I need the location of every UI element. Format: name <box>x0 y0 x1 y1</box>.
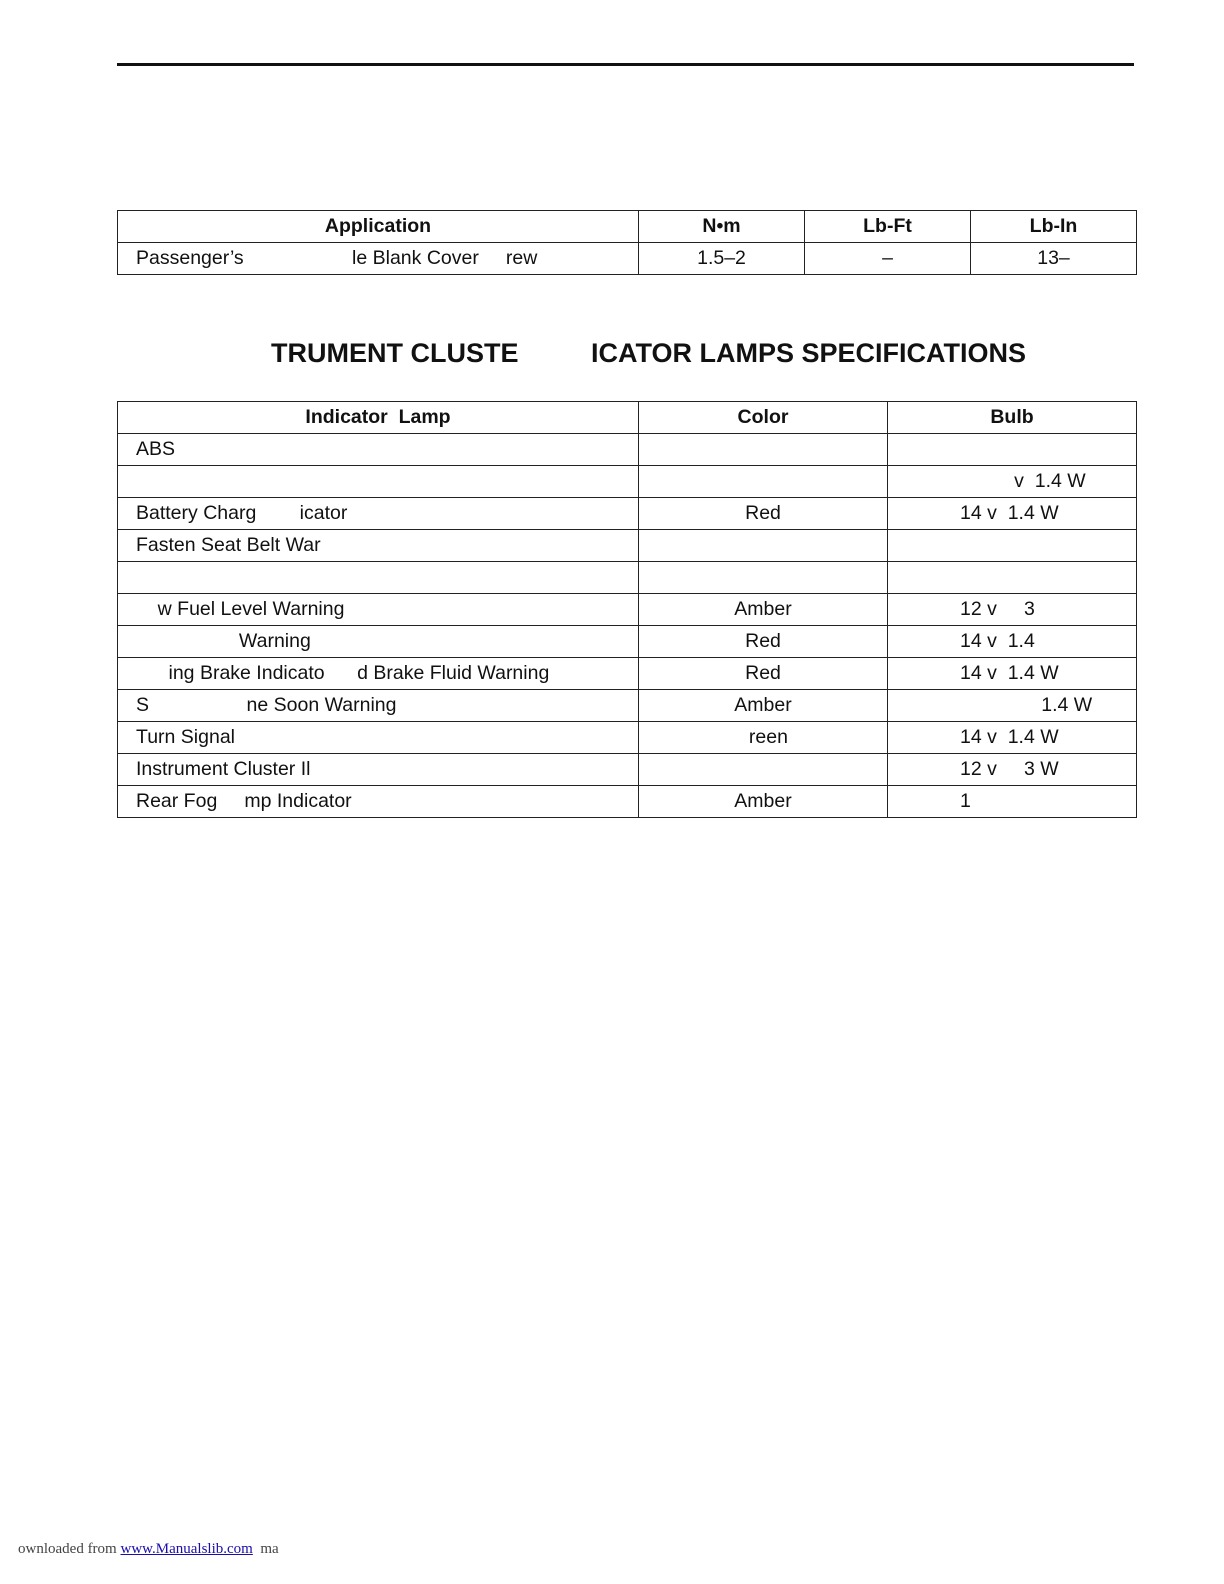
cell-indicator-lamp: w Fuel Level Warning <box>118 594 639 626</box>
cell-indicator-lamp: ing Brake Indicato d Brake Fluid Warning <box>118 658 639 690</box>
col-header-color: Color <box>639 402 888 434</box>
cell-bulb <box>888 434 1137 466</box>
cell-bulb <box>888 530 1137 562</box>
cell-color <box>639 562 888 594</box>
cell-indicator-lamp: S ne Soon Warning <box>118 690 639 722</box>
cell-indicator-lamp: Rear Fog mp Indicator <box>118 786 639 818</box>
table-row <box>118 722 1137 754</box>
manualslib-link[interactable]: www.Manualslib.com <box>120 1541 253 1557</box>
cell-indicator-lamp <box>118 466 639 498</box>
cell-bulb: 1 <box>888 786 1137 818</box>
table-row <box>118 658 1137 690</box>
cell-indicator-lamp: ABS <box>118 434 639 466</box>
table-row <box>118 786 1137 818</box>
table-row <box>118 434 1137 466</box>
cell-indicator-lamp: Fasten Seat Belt War <box>118 530 639 562</box>
table-row <box>118 466 1137 498</box>
cell-indicator-lamp: Instrument Cluster Il <box>118 754 639 786</box>
download-footer <box>18 1541 279 1558</box>
table-header-row <box>118 211 1137 243</box>
col-header-bulb: Bulb <box>888 402 1137 434</box>
cell-bulb: 1.4 W <box>888 690 1137 722</box>
cell-indicator-lamp: Warning <box>118 626 639 658</box>
cell-color: Amber <box>639 594 888 626</box>
cell-bulb: v 1.4 W <box>888 466 1137 498</box>
cell-lbft: – <box>805 243 971 275</box>
torque-spec-table <box>117 210 1137 275</box>
col-header-indicator-lamp: Indicator Lamp <box>118 402 639 434</box>
indicator-lamp-table <box>117 401 1137 818</box>
cell-color: Red <box>639 658 888 690</box>
cell-bulb: 14 v 1.4 <box>888 626 1137 658</box>
cell-color <box>639 466 888 498</box>
section-title-part1: TRUMENT CLUSTE <box>271 338 519 368</box>
cell-bulb: 12 v 3 <box>888 594 1137 626</box>
cell-bulb: 12 v 3 W <box>888 754 1137 786</box>
footer-suffix: ma <box>252 1541 279 1557</box>
cell-color: Amber <box>639 690 888 722</box>
table-row <box>118 562 1137 594</box>
col-header-lbin: Lb-In <box>971 211 1137 243</box>
table-row <box>118 530 1137 562</box>
cell-color <box>639 530 888 562</box>
top-rule <box>117 63 1134 66</box>
section-title <box>117 338 1136 374</box>
cell-bulb: 14 v 1.4 W <box>888 658 1137 690</box>
table-row <box>118 690 1137 722</box>
section-title-part2: ICATOR LAMPS SPECIFICATIONS <box>591 338 1027 368</box>
cell-indicator-lamp <box>118 562 639 594</box>
table-row <box>118 754 1137 786</box>
cell-bulb: 14 v 1.4 W <box>888 722 1137 754</box>
cell-color: Red <box>639 626 888 658</box>
cell-indicator-lamp: Battery Charg icator <box>118 498 639 530</box>
cell-application: Passenger’s le Blank Cover rew <box>118 243 639 275</box>
col-header-lbft: Lb-Ft <box>805 211 971 243</box>
col-header-application: Application <box>118 211 639 243</box>
cell-lbin: 13– <box>971 243 1137 275</box>
col-header-nm: N•m <box>639 211 805 243</box>
cell-color <box>639 434 888 466</box>
cell-color: reen <box>639 722 888 754</box>
table-row <box>118 498 1137 530</box>
cell-bulb <box>888 562 1137 594</box>
cell-color: Amber <box>639 786 888 818</box>
footer-prefix: ownloaded from <box>18 1541 121 1557</box>
table-row <box>118 243 1137 275</box>
cell-color <box>639 754 888 786</box>
table-row <box>118 594 1137 626</box>
cell-bulb: 14 v 1.4 W <box>888 498 1137 530</box>
cell-color: Red <box>639 498 888 530</box>
cell-nm: 1.5–2 <box>639 243 805 275</box>
table-row <box>118 626 1137 658</box>
table-header-row <box>118 402 1137 434</box>
cell-indicator-lamp: Turn Signal <box>118 722 639 754</box>
